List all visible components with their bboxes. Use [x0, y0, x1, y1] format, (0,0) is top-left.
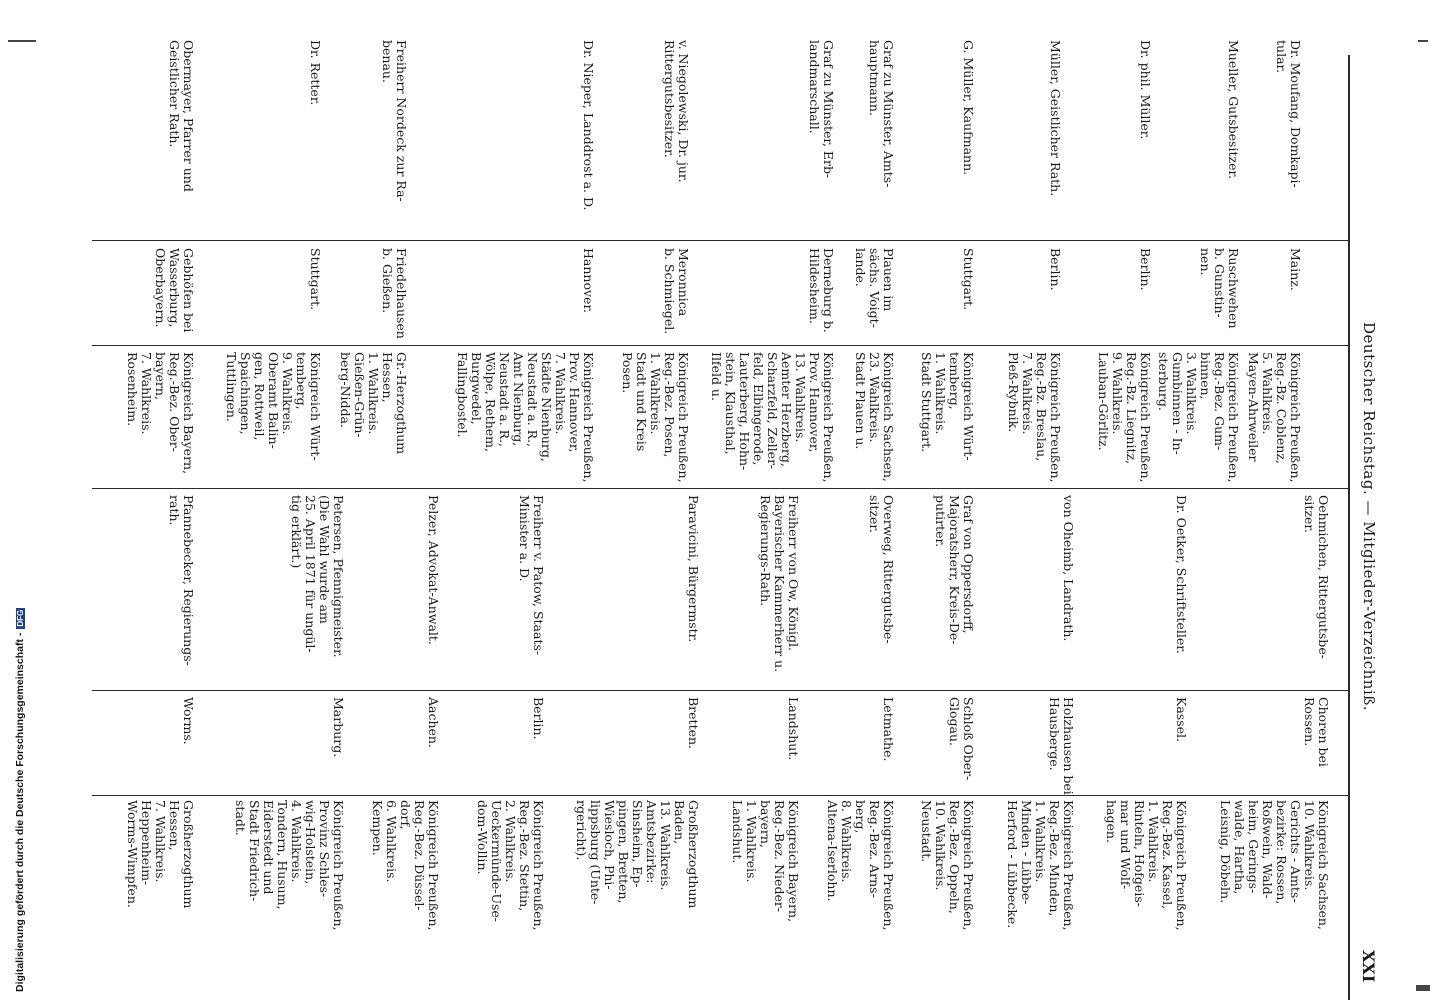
- column-rule-3: [92, 690, 1348, 691]
- list-item: Freiherr v. Patow, Staats- Minister a. D.: [517, 495, 546, 656]
- list-item: Graf zu Münster, Erb- landmarschall.: [807, 40, 836, 179]
- list-item: Gebhöfen bei Wasserburg, Oberbayern.: [153, 248, 196, 333]
- list-item: Dr. Moufang, Domkapi- tular.: [1274, 40, 1303, 188]
- list-item: Obermayer, Pfarrer und Geistlicher Rath.: [167, 40, 196, 192]
- list-item: Ruschwehen b. Gunstin- nen.: [1198, 248, 1241, 329]
- list-item: Königreich Preußen, Reg.-Bz. Coblenz, 5. Wahlkreis. Mayen-Ahrweiler: [1246, 352, 1303, 483]
- column-rule-2: [92, 345, 1348, 346]
- list-item: Graf von Oppersdorff, Majoratsherr, Kreis-De- putirter.: [933, 495, 976, 645]
- digitization-credit: [14, 608, 26, 992]
- list-item: Königreich Würt- temberg, 1. Wahlkreis. Stadt Stuttgart.: [919, 352, 976, 461]
- list-item: Stuttgart.: [961, 248, 976, 311]
- list-item: Stuttgart.: [308, 248, 323, 311]
- list-item: v. Niegolewski, Dr. jur. Rittergutsbesitzer.: [662, 40, 691, 183]
- list-item: Königreich Preußen, Provinz Schles- wig-Holstein, 4. Wahlkreis. Tondern, Husum, Eiderstedt und Stadt Friedrich- stadt.: [233, 800, 346, 931]
- list-item: Bretten.: [686, 697, 701, 750]
- list-item: Königreich Preußen, Reg.-Bez. Oppeln, 10. Wahlkreis. Neustadt.: [919, 800, 976, 931]
- list-item: Letmathe.: [881, 697, 896, 762]
- list-item: von Oheimb, Landrath.: [1061, 495, 1076, 642]
- list-item: Königreich Preußen, Prov. Hannover, 7. Wahlkreis. Städte Nienburg, Neustadt a. R., Amt Nienburg, Neustadt a. R., Wölpe, Rethem, Burgwedel, Fallingbostel.: [455, 352, 596, 483]
- list-item: Königreich Sachsen, 10. Wahlkreis. Gerichts - Amts- bezirke: Rossen, Roßwein, Wald- heim, Gerings- walde, Hartha, Leisnig, Döbeln.: [1218, 800, 1331, 930]
- list-item: Gr.-Herzogthum Hessen, 1. Wahlkreis. Gießen-Grün- berg-Nidda.: [338, 352, 409, 455]
- list-item: Großherzogthum Hessen, 7. Wahlkreis. Heppenheim- Worms-Wimpfen.: [125, 800, 196, 909]
- list-item: Mueller, Gutsbesitzer.: [1226, 40, 1241, 180]
- list-item: Friedelhausen b. Gießen.: [380, 248, 409, 339]
- list-item: Berlin.: [1138, 248, 1153, 291]
- list-item: Königreich Preußen, Reg.-Bez. Gum- binnen, 3. Wahlkreis. Gumbinnen - In- sterburg.: [1156, 352, 1241, 483]
- list-item: Landshut.: [786, 697, 801, 761]
- column-rule-1: [92, 240, 1348, 241]
- list-item: Freiherr von Ow, Königl. Bayerischer Kammerherr u. Regierungs-Rath.: [758, 495, 801, 673]
- list-item: Königreich Preußen, Reg.-Bez. Minden, 1. Wahlkreis. Minden - Lübbe- Herford - Lübbecke.: [1005, 800, 1076, 931]
- list-item: Mainz.: [1288, 248, 1303, 291]
- list-item: Dr. Oetker, Schriftsteller.: [1174, 495, 1189, 654]
- list-item: Königreich Preußen, Prov. Hannover, 13. Wahlkreis. Aemter Herzberg, Scharzfeld, Zeller- feld, Elbingerode, Lauterberg, Hohn- stein, Klausthal, Ilfeld u.: [709, 352, 836, 483]
- list-item: Königreich Bayern, Reg.-Bez. Nieder- bayern, 1. Wahlkreis. Landshut.: [730, 800, 801, 923]
- page-number: XXI: [1359, 950, 1378, 983]
- list-item: Plauen im sächs. Voigt- lande.: [853, 248, 896, 328]
- list-item: Meronnica b. Schmiegel.: [662, 248, 691, 335]
- list-item: Freiherr Nordeck zur Ra- benau.: [380, 40, 409, 202]
- list-item: Königreich Sachsen, 23. Wahlkreis. Stadt Plauen u.: [853, 352, 896, 482]
- running-header: Deutscher Reichstag. — Mitglieder-Verzeichniß.: [1360, 322, 1378, 712]
- header-rule: [1348, 55, 1350, 1000]
- list-item: Berlin.: [1048, 248, 1063, 291]
- list-item: Königreich Bayern, Reg.-Bez. Ober- bayern, 7. Wahlkreis. Rosenheim.: [125, 352, 196, 475]
- list-item: Pfannebecker, Regierungs- rath.: [167, 495, 196, 666]
- list-item: Worms.: [181, 697, 196, 745]
- scan-mark: [1418, 40, 1428, 42]
- list-item: Dr. Retter.: [308, 40, 323, 106]
- scan-mark: [8, 40, 36, 42]
- list-item: Pelzer, Advokat-Anwalt.: [426, 495, 441, 645]
- list-item: Königreich Preußen, Reg.-Bez. Kassel, 1. Wahlkreis. Rinteln, Hofgeis- mar und Wolf- hagen.: [1104, 800, 1189, 931]
- list-item: Petersen, Pfennigmeister. (Die Wahl wurde am 25. April 1871 für ungül- tig erklärt.): [289, 495, 346, 658]
- list-item: Großherzogthum Baden, 13. Wahlkreis. Amtsbezirke: Sinsheim, Ep- pingen, Bretten, Wiesloch, Phi- lippsburg (Unte- rgericht).: [574, 800, 701, 909]
- column-rule-4: [92, 795, 1348, 796]
- list-item: Holzhausen bei Hausberge.: [1047, 697, 1076, 795]
- list-item: Königreich Preußen, Reg.-Bez. Posen, 1. Wahlkreis. Stadt und Kreis Posen.: [620, 352, 691, 483]
- list-item: Graf zu Münster, Amts- hauptmann.: [867, 40, 896, 188]
- list-item: Kassel.: [1174, 697, 1189, 742]
- list-item: Choren bei Rossen.: [1302, 697, 1331, 767]
- list-item: Oehmichen, Rittergutsbe- sitzer.: [1302, 495, 1331, 659]
- list-item: Königreich Würt- temberg, 9. Wahlkreis. Oberamt Balin- gen, Rottweil, Spaichingen, Tuttlingen.: [224, 352, 323, 461]
- list-item: Marburg.: [331, 697, 346, 758]
- list-item: Königreich Preußen, Reg.-Bez. Düssel- dorf, 6. Wahlkreis. Kempen.: [370, 800, 441, 931]
- dfg-logo: DFG: [16, 609, 25, 627]
- list-item: Overweg, Rittergutsbe- sitzer.: [867, 495, 896, 644]
- list-item: Hannover.: [581, 248, 596, 314]
- list-item: Königreich Preußen, Reg.-Bz. Breslau, 7. Wahlkreis. Pleß-Rybnik.: [1006, 352, 1063, 483]
- list-item: Müller, Geistlicher Rath.: [1048, 40, 1063, 197]
- list-item: Aachen.: [426, 697, 441, 748]
- list-item: Dr. phil. Müller.: [1138, 40, 1153, 140]
- list-item: Dr. Nieper, Landdrost a. D.: [581, 40, 596, 211]
- scan-mark: [1416, 985, 1430, 991]
- list-item: G. Müller, Kaufmann.: [961, 40, 976, 176]
- list-item: Paravicini, Bürgermstr.: [686, 495, 701, 643]
- block-divider: [92, 488, 1348, 489]
- list-item: Königreich Preußen, Reg.-Bz. Liegnitz, 9. Wahlkreis. Lauban-Görlitz.: [1096, 352, 1153, 483]
- list-item: Königreich Preußen, Reg.-Bez. Stettin, 2. Wahlkreis. Ueckermünde-Use- dom-Wollin.: [475, 800, 546, 931]
- list-item: Berlin.: [531, 697, 546, 740]
- list-item: Königreich Preußen, Reg.-Bez. Arns- berg, 8. Wahlkreis. Altena-Iserlohn.: [825, 800, 896, 931]
- list-item: Derneburg b. Hildesheim.: [807, 248, 836, 333]
- list-item: Schloß Ober- Glogau.: [947, 697, 976, 781]
- credit-text: Digitalisierung gefördert durch die Deutsche Forschungsgemeinschaft -: [14, 632, 26, 992]
